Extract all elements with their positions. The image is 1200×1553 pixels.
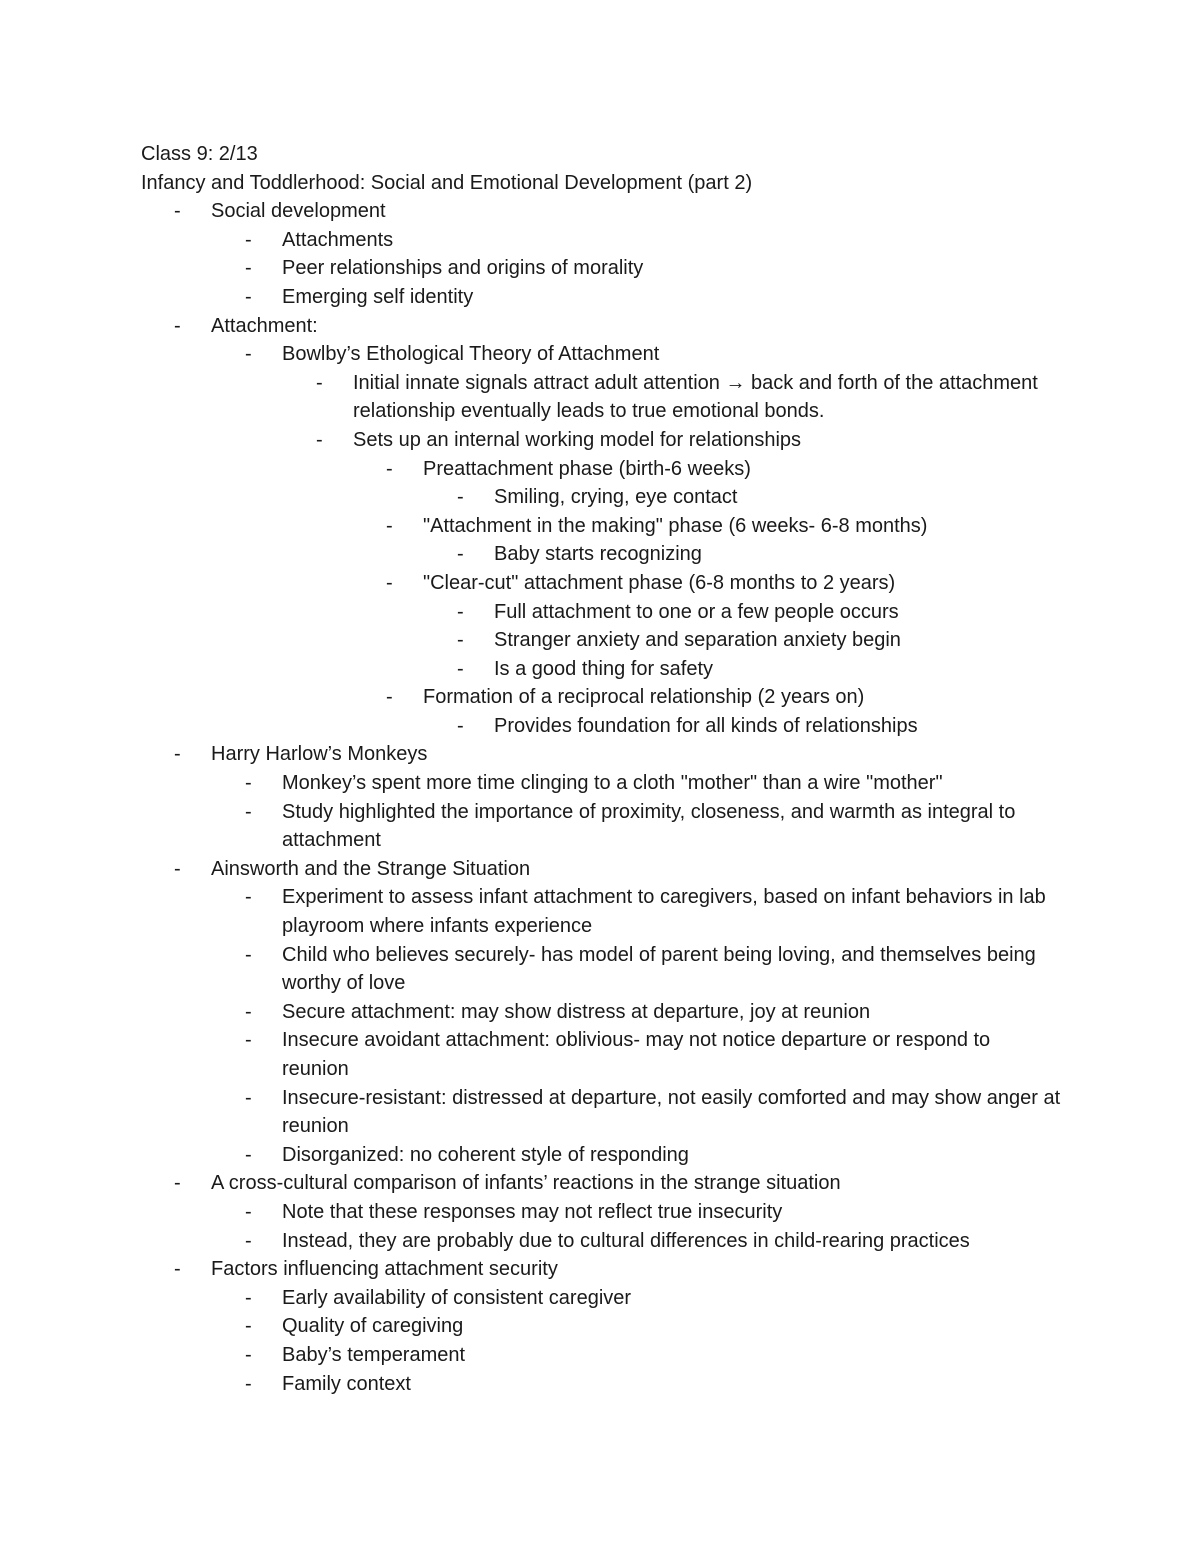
bullet-dash: - xyxy=(316,428,323,451)
bullet-dash: - xyxy=(457,657,464,680)
bullet-outline xyxy=(141,197,1061,1398)
outline-item-level-2 xyxy=(141,340,1061,369)
outline-item-text: Early availability of consistent caregiver xyxy=(282,1286,632,1309)
outline-item-text: Sets up an internal working model for relationships xyxy=(353,428,802,451)
outline-item-text: Preattachment phase (birth-6 weeks) xyxy=(423,457,751,480)
bullet-dash: - xyxy=(457,600,464,623)
outline-item-level-5 xyxy=(141,483,1061,512)
outline-item-text: Initial innate signals attract adult attention → back and forth of the attachment relationship eventually leads to true emotional bonds. xyxy=(353,371,1038,423)
outline-item-text: Family context xyxy=(282,1372,411,1395)
outline-item-level-1 xyxy=(141,197,1061,226)
outline-item-level-2 xyxy=(141,1370,1061,1399)
bullet-dash: - xyxy=(245,1343,252,1366)
outline-item-level-2 xyxy=(141,1312,1061,1341)
bullet-dash: - xyxy=(457,629,464,652)
outline-item-level-2 xyxy=(141,283,1061,312)
bullet-dash: - xyxy=(245,1229,252,1252)
outline-item-level-5 xyxy=(141,655,1061,684)
bullet-dash: - xyxy=(245,1372,252,1395)
outline-item-level-5 xyxy=(141,598,1061,627)
bullet-dash: - xyxy=(174,1258,181,1281)
outline-item-text: Baby’s temperament xyxy=(282,1343,466,1366)
outline-item-level-2 xyxy=(141,254,1061,283)
outline-item-text: Insecure avoidant attachment: oblivious- may not notice departure or respond to reunion xyxy=(282,1029,991,1080)
bullet-dash: - xyxy=(245,1200,252,1223)
outline-item-text: Note that these responses may not reflect true insecurity xyxy=(282,1200,783,1223)
outline-item-text: Stranger anxiety and separation anxiety begin xyxy=(494,629,901,652)
outline-item-level-1 xyxy=(141,1169,1061,1198)
bullet-dash: - xyxy=(245,257,252,280)
document-body xyxy=(141,140,1061,1398)
bullet-dash: - xyxy=(245,800,252,823)
bullet-dash: - xyxy=(174,857,181,880)
outline-item-level-2 xyxy=(141,1227,1061,1256)
bullet-dash: - xyxy=(174,1172,181,1195)
outline-item-level-3 xyxy=(141,426,1061,455)
bullet-dash: - xyxy=(174,743,181,766)
bullet-dash: - xyxy=(386,457,393,480)
bullet-dash: - xyxy=(245,886,252,909)
outline-item-text: Disorganized: no coherent style of responding xyxy=(282,1143,689,1166)
bullet-dash: - xyxy=(457,543,464,566)
outline-item-level-2 xyxy=(141,1341,1061,1370)
outline-item-text: Attachments xyxy=(282,228,394,251)
bullet-dash: - xyxy=(386,514,393,537)
outline-item-text: Is a good thing for safety xyxy=(494,657,714,680)
outline-item-text: Harry Harlow’s Monkeys xyxy=(211,743,428,766)
outline-item-text: Social development xyxy=(211,200,386,223)
outline-item-text: Peer relationships and origins of morality xyxy=(282,257,644,280)
outline-item-text: Child who believes securely- has model of parent being loving, and themselves being worthy of love xyxy=(282,943,1036,995)
bullet-dash: - xyxy=(245,1086,252,1109)
bullet-dash: - xyxy=(245,285,252,308)
outline-item-level-2 xyxy=(141,1084,1061,1141)
outline-item-level-2 xyxy=(141,1141,1061,1170)
outline-item-level-2 xyxy=(141,998,1061,1027)
outline-item-text: "Clear-cut" attachment phase (6-8 months to 2 years) xyxy=(423,571,896,594)
bullet-dash: - xyxy=(245,1143,252,1166)
outline-item-text: Smiling, crying, eye contact xyxy=(494,486,738,509)
outline-item-text: Formation of a reciprocal relationship (2 years on) xyxy=(423,686,865,709)
outline-item-text: Quality of caregiving xyxy=(282,1315,464,1338)
outline-item-level-4 xyxy=(141,512,1061,541)
outline-item-level-1 xyxy=(141,1255,1061,1284)
outline-item-level-2 xyxy=(141,1198,1061,1227)
outline-item-text: Factors influencing attachment security xyxy=(211,1258,558,1281)
bullet-dash: - xyxy=(245,772,252,795)
outline-item-level-3 xyxy=(141,369,1061,426)
outline-item-text: Instead, they are probably due to cultural differences in child-rearing practices xyxy=(282,1229,970,1252)
bullet-dash: - xyxy=(457,486,464,509)
bullet-dash: - xyxy=(245,343,252,366)
outline-item-level-2 xyxy=(141,226,1061,255)
outline-item-level-2 xyxy=(141,941,1061,998)
outline-item-text: Full attachment to one or a few people occurs xyxy=(494,600,899,623)
outline-item-text: Insecure-resistant: distressed at departure, not easily comforted and may show anger at reunion xyxy=(282,1086,1061,1138)
bullet-dash: - xyxy=(316,371,323,394)
bullet-dash: - xyxy=(245,943,252,966)
bullet-dash: - xyxy=(174,200,181,223)
outline-item-level-2 xyxy=(141,769,1061,798)
outline-item-level-5 xyxy=(141,712,1061,741)
bullet-dash: - xyxy=(386,571,393,594)
outline-item-level-4 xyxy=(141,683,1061,712)
outline-item-text: Ainsworth and the Strange Situation xyxy=(211,857,531,880)
outline-item-text: Attachment: xyxy=(211,314,318,337)
bullet-dash: - xyxy=(457,714,464,737)
class-date-line: Class 9: 2/13 xyxy=(141,143,258,165)
bullet-dash: - xyxy=(245,228,252,251)
outline-item-text: Study highlighted the importance of proximity, closeness, and warmth as integral to attachment xyxy=(282,800,1016,852)
bullet-dash: - xyxy=(245,1315,252,1338)
outline-item-level-2 xyxy=(141,1284,1061,1313)
outline-item-level-5 xyxy=(141,626,1061,655)
outline-item-level-1 xyxy=(141,740,1061,769)
outline-item-text: A cross-cultural comparison of infants’ reactions in the strange situation xyxy=(211,1172,841,1195)
bullet-dash: - xyxy=(174,314,181,337)
outline-item-level-5 xyxy=(141,540,1061,569)
outline-item-text: Experiment to assess infant attachment to caregivers, based on infant behaviors in lab playroom where infants experience xyxy=(282,886,1046,938)
bullet-dash: - xyxy=(386,686,393,709)
outline-item-text: Provides foundation for all kinds of relationships xyxy=(494,714,918,737)
outline-item-level-4 xyxy=(141,455,1061,484)
outline-item-level-2 xyxy=(141,883,1061,940)
outline-item-text: Secure attachment: may show distress at departure, joy at reunion xyxy=(282,1000,871,1023)
outline-item-level-1 xyxy=(141,855,1061,884)
document-title: Infancy and Toddlerhood: Social and Emotional Development (part 2) xyxy=(141,171,753,194)
bullet-dash: - xyxy=(245,1286,252,1309)
outline-item-text: Bowlby’s Ethological Theory of Attachment xyxy=(282,343,660,366)
bullet-dash: - xyxy=(245,1000,252,1023)
outline-item-text: "Attachment in the making" phase (6 weeks- 6-8 months) xyxy=(423,514,928,537)
outline-item-level-1 xyxy=(141,312,1061,341)
outline-item-text: Baby starts recognizing xyxy=(494,543,702,566)
outline-item-text: Emerging self identity xyxy=(282,285,474,308)
outline-item-text: Monkey’s spent more time clinging to a cloth "mother" than a wire "mother" xyxy=(282,772,943,795)
outline-item-level-2 xyxy=(141,1026,1061,1083)
bullet-dash: - xyxy=(245,1029,252,1052)
outline-item-level-4 xyxy=(141,569,1061,598)
outline-item-level-2 xyxy=(141,798,1061,855)
